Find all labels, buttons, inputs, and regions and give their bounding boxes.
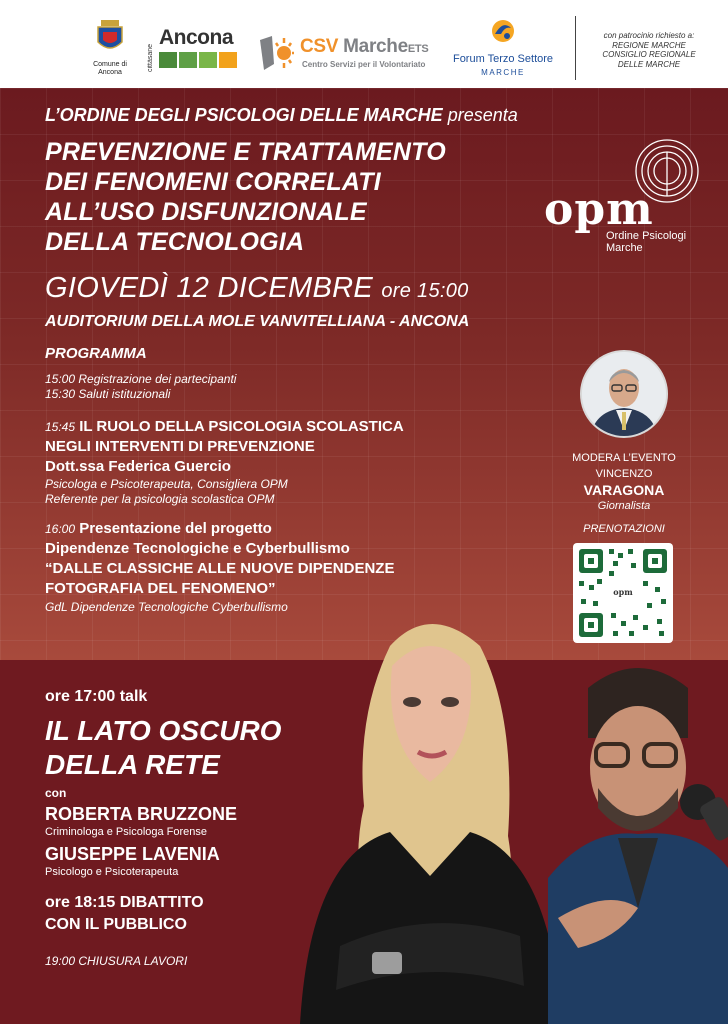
time-text: ore 15:00 (381, 280, 469, 302)
closing-note: 19:00 CHIUSURA LAVORI (45, 954, 188, 968)
moderator-first-name: VINCENZO (595, 468, 653, 480)
item-title: “DALLE CLASSICHE ALLE NUOVE DIPENDENZE (45, 560, 395, 577)
item-speaker: Dott.ssa Federica Guercio (45, 458, 231, 475)
patrocinio-line: REGIONE MARCHE (612, 40, 686, 50)
presenter-line (45, 105, 518, 126)
opm-logo (544, 138, 714, 258)
date-text: GIOVEDÌ 12 DICEMBRE (45, 272, 373, 304)
program-item-progetto (45, 519, 394, 599)
program-item-psicologia-desc (45, 477, 288, 507)
moderator-info (556, 450, 692, 514)
patrocinio-line: DELLE MARCHE (617, 59, 681, 69)
event-venue: AUDITORIUM DELLA MOLE VANVITELLIANA - ANCONA (45, 313, 470, 330)
forum-swirl-icon (489, 18, 517, 44)
csv-acronym: CSV (300, 36, 339, 57)
opm-label-line: Ordine Psicologi (606, 230, 687, 242)
debate-line: CON IL PUBBLICO (45, 916, 187, 933)
speaker2-photo (548, 658, 728, 1024)
ancona-citta-sane-logo (147, 26, 243, 74)
csv-marche-logo (258, 34, 438, 74)
talk-title (45, 714, 281, 782)
csv-marche: Marche (343, 36, 408, 57)
title-line: PREVENZIONE E TRATTAMENTO (45, 138, 446, 166)
forum-name: Forum Terzo Settore (452, 53, 554, 65)
moderator-portrait-icon (582, 352, 666, 436)
comune-label: Comune di Ancona (93, 61, 127, 76)
booking-label: PRENOTAZIONI (583, 523, 665, 535)
patrocinio-line: CONSIGLIO REGIONALE (602, 50, 696, 59)
item-desc: Referente per la psicologia scolastica OPM (45, 492, 275, 506)
booking-qr-code[interactable] (573, 543, 673, 643)
csv-name (300, 36, 428, 58)
citta-sane-label: cittàsane (147, 43, 154, 72)
forum-terzo-settore-logo (448, 18, 558, 78)
speaker2-role: Psicologo e Psicoterapeuta (45, 866, 179, 878)
patrocinio-note (584, 31, 714, 69)
talk-time: ore 17:00 talk (45, 688, 148, 705)
talk-title-line: IL LATO OSCURO (45, 715, 282, 746)
forum-subtitle: MARCHE (481, 68, 525, 77)
item-title: IL RUOLO DELLA PSICOLOGIA SCOLASTICA (79, 418, 404, 435)
item-time: 15:45 (45, 420, 76, 434)
event-date (45, 272, 469, 305)
item-title: NEGLI INTERVENTI DI PREVENZIONE (45, 438, 315, 455)
speaker1-photo (280, 606, 580, 1024)
program-item-progetto-desc: GdL Dipendenze Tecnologiche Cyberbullismo (45, 600, 288, 614)
item-title: Dipendenze Tecnologiche e Cyberbullismo (45, 540, 350, 557)
event-title (45, 137, 446, 257)
debate-info (45, 892, 204, 936)
item-title: FOTOGRAFIA DEL FENOMENO” (45, 580, 276, 597)
patrocinio-line: con patrocinio richiesto a: (603, 31, 695, 40)
logo-header (0, 0, 728, 88)
program-heading: PROGRAMMA (45, 345, 147, 362)
title-line: DELLA TECNOLOGIA (45, 228, 305, 256)
opm-label (606, 230, 686, 254)
title-line: DEI FENOMENI CORRELATI (45, 168, 381, 196)
talk-title-line: DELLA RETE (45, 749, 220, 780)
speaker1-name: ROBERTA BRUZZONE (45, 804, 237, 824)
program-item-psicologia (45, 417, 404, 477)
ancona-tiles (159, 52, 237, 68)
moderator-label: MODERA L’EVENTO (572, 452, 676, 464)
title-line: ALL’USO DISFUNZIONALE (45, 198, 367, 226)
csv-subtitle: Centro Servizi per il Volontariato (302, 60, 426, 69)
ancona-name: Ancona (159, 26, 234, 49)
speaker1-role: Criminologa e Psicologa Forense (45, 826, 208, 838)
program-line: 15:00 Registrazione dei partecipanti (45, 372, 237, 386)
moderator-photo (580, 350, 668, 438)
talk-con: con (45, 786, 67, 800)
comune-ancona-logo (88, 20, 132, 80)
city-shield-icon (95, 20, 125, 54)
speaker2-name: GIUSEPPE LAVENIA (45, 844, 220, 864)
item-title: Presentazione del progetto (79, 520, 272, 537)
presenta-word: presenta (447, 105, 518, 125)
header-divider (575, 16, 576, 80)
moderator-role: Giornalista (597, 500, 651, 512)
item-time: 16:00 (45, 522, 76, 536)
item-desc: Psicologa e Psicoterapeuta, Consigliera OPM (45, 477, 288, 491)
opm-label-line: Marche (606, 242, 643, 254)
debate-line: ore 18:15 DIBATTITO (45, 894, 204, 911)
qr-center-label: opm (613, 587, 633, 597)
program-line: 15:30 Saluti istituzionali (45, 387, 171, 401)
moderator-last-name: VARAGONA (583, 482, 665, 498)
csv-ets: ETS (407, 43, 429, 55)
presenter-name: L’ORDINE DEGLI PSICOLOGI DELLE MARCHE (45, 105, 443, 125)
opm-wordmark: opm (544, 184, 654, 235)
csv-sun-icon (258, 34, 296, 72)
program-opening (45, 372, 236, 402)
